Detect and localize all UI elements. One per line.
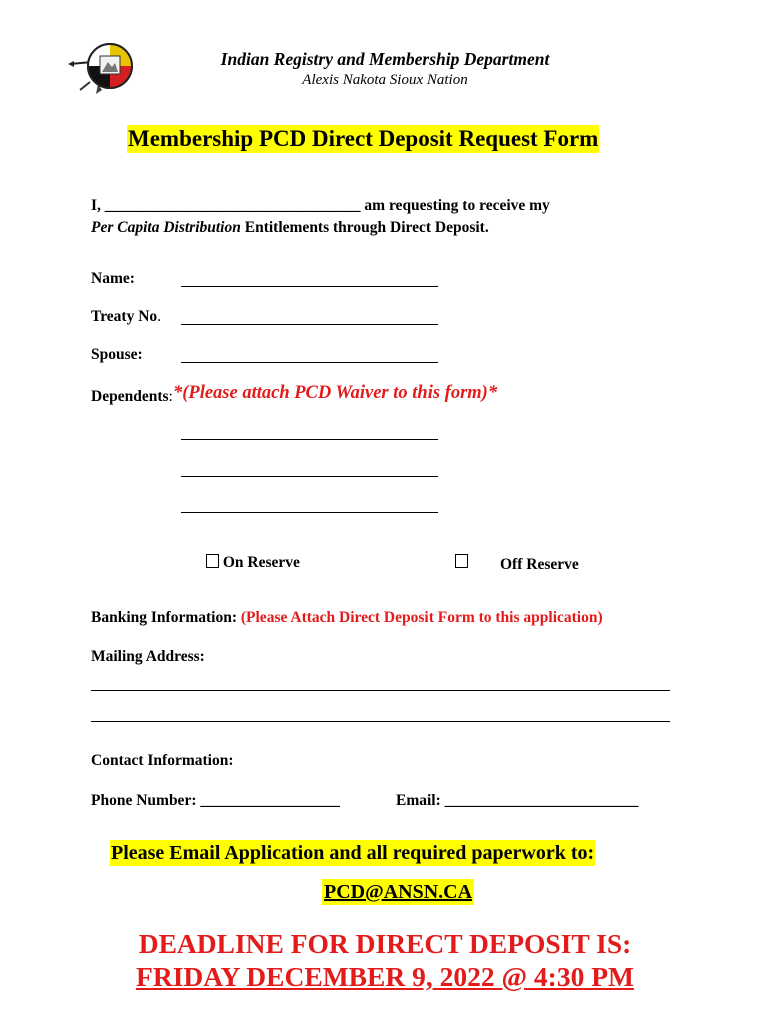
name-label: Name: <box>91 270 135 287</box>
phone-field[interactable]: __________________ <box>200 792 340 809</box>
intro-line-2 <box>91 219 489 237</box>
form-title: Membership PCD Direct Deposit Request Form <box>128 126 599 151</box>
deadline-heading: DEADLINE FOR DIRECT DEPOSIT IS: <box>138 928 632 959</box>
intro-pcd-term: Per Capita Distribution <box>91 219 241 236</box>
mailing-address-line-1[interactable] <box>91 690 670 691</box>
off-reserve-label: Off Reserve <box>500 556 579 573</box>
banking-note: (Please Attach Direct Deposit Form to this application) <box>240 609 603 626</box>
header-title: Indian Registry and Membership Department <box>220 49 550 69</box>
dependent-field-1[interactable] <box>181 439 438 440</box>
intro-line-1 <box>91 197 550 215</box>
mailing-address-label: Mailing Address: <box>91 648 205 665</box>
on-reserve-checkbox[interactable] <box>206 554 219 568</box>
treaty-label: Treaty No <box>91 308 158 325</box>
treaty-field[interactable] <box>181 324 438 325</box>
submission-email-link[interactable]: PCD@ANSN.CA <box>324 881 473 903</box>
email-label: Email: <box>396 792 445 809</box>
header-subtitle: Alexis Nakota Sioux Nation <box>302 72 468 88</box>
dependents-label: Dependents <box>91 388 169 405</box>
on-reserve-option[interactable] <box>206 554 300 572</box>
phone-row <box>91 792 340 810</box>
dependent-field-3[interactable] <box>181 512 438 513</box>
mailing-address-line-2[interactable] <box>91 721 670 722</box>
off-reserve-checkbox[interactable] <box>455 554 468 568</box>
intro-suffix: am requesting to receive my <box>360 197 550 214</box>
spouse-field[interactable] <box>181 362 438 363</box>
email-field[interactable]: _________________________ <box>444 792 639 809</box>
dependents-note: *(Please attach PCD Waiver to this form)* <box>173 383 498 403</box>
spouse-label: Spouse: <box>91 346 143 363</box>
email-instruction: Please Email Application and all required paperwork to: <box>111 842 595 864</box>
dependents-colon: : <box>168 388 173 405</box>
treaty-label-group <box>91 308 161 326</box>
dependent-field-2[interactable] <box>181 476 438 477</box>
name-field[interactable] <box>181 286 438 287</box>
intro-prefix: I, <box>91 197 105 214</box>
contact-info-label: Contact Information: <box>91 752 234 769</box>
on-reserve-label: On Reserve <box>222 554 300 571</box>
requester-name-blank[interactable]: _________________________________ <box>104 197 361 214</box>
dependents-label-group <box>91 388 173 406</box>
banking-info <box>91 609 603 627</box>
email-row <box>396 792 638 810</box>
phone-label: Phone Number: <box>91 792 201 809</box>
treaty-dot: . <box>157 308 162 325</box>
banking-label: Banking Information: <box>91 609 241 626</box>
off-reserve-checkbox-wrap[interactable] <box>455 554 468 572</box>
deadline-date: FRIDAY DECEMBER 9, 2022 @ 4:30 PM <box>136 961 634 992</box>
intro-rest: Entitlements through Direct Deposit. <box>240 219 489 236</box>
